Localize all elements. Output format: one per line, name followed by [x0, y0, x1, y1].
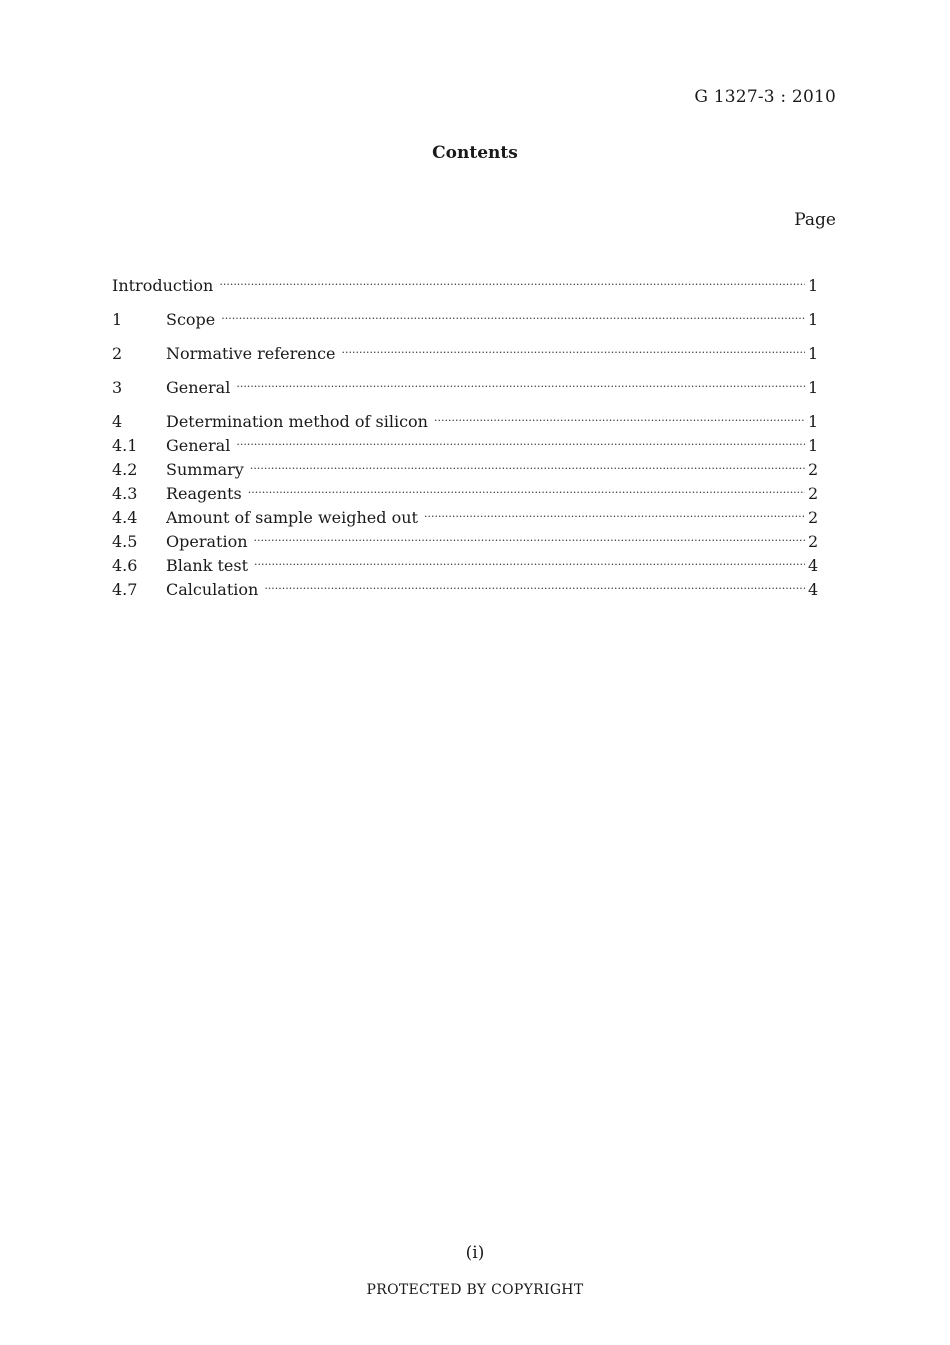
footer-copyright: PROTECTED BY COPYRIGHT: [366, 1282, 584, 1298]
toc-entry-normative-reference[interactable]: [112, 342, 818, 366]
table-of-contents: [112, 274, 818, 602]
toc-leader-dots: [236, 433, 805, 457]
toc-entry-4-1-general[interactable]: [112, 434, 818, 458]
toc-entry-page: 1: [808, 436, 819, 455]
toc-entry-label: General: [166, 436, 231, 455]
toc-entry-operation[interactable]: [112, 530, 818, 554]
page-title: Contents: [432, 143, 518, 163]
toc-leader-dots: [250, 457, 805, 481]
toc-entry-blank-test[interactable]: [112, 554, 818, 578]
toc-entry-label: Calculation: [166, 580, 259, 599]
toc-leader-dots: [434, 409, 805, 433]
toc-entry-page: 1: [808, 344, 819, 363]
toc-entry-page: 1: [808, 378, 819, 397]
toc-entry-number: 4.6: [112, 556, 138, 575]
toc-leader-dots: [342, 341, 806, 365]
page-column-label: Page: [794, 210, 836, 230]
toc-entry-page: 4: [808, 580, 819, 599]
toc-entry-number: 4.3: [112, 484, 138, 503]
toc-leader-dots: [424, 505, 805, 529]
toc-entry-determination-method[interactable]: [112, 410, 818, 434]
toc-entry-page: 1: [808, 276, 819, 295]
toc-entry-label: Reagents: [166, 484, 242, 503]
toc-entry-number: 3: [112, 378, 123, 397]
toc-entry-label: Scope: [166, 310, 216, 329]
toc-entry-amount-of-sample[interactable]: [112, 506, 818, 530]
toc-entry-number: 4.5: [112, 532, 138, 551]
toc-entry-general[interactable]: [112, 376, 818, 400]
toc-entry-calculation[interactable]: [112, 578, 818, 602]
toc-entry-reagents[interactable]: [112, 482, 818, 506]
toc-leader-dots: [254, 529, 806, 553]
toc-entry-number: 1: [112, 310, 123, 329]
toc-entry-label: Operation: [166, 532, 248, 551]
toc-entry-page: 4: [808, 556, 819, 575]
toc-entry-number: 4.1: [112, 436, 138, 455]
toc-entry-label: General: [166, 378, 231, 397]
toc-leader-dots: [219, 273, 805, 297]
toc-entry-page: 2: [808, 460, 819, 479]
toc-leader-dots: [264, 577, 805, 601]
toc-entry-page: 2: [808, 484, 819, 503]
toc-leader-dots: [221, 307, 805, 331]
toc-entry-number: 4.4: [112, 508, 138, 527]
document-code: G 1327-3 : 2010: [694, 87, 836, 107]
toc-entry-page: 1: [808, 310, 819, 329]
toc-entry-label: Blank test: [166, 556, 249, 575]
toc-entry-label: Introduction: [112, 276, 214, 295]
toc-entry-label: Normative reference: [166, 344, 336, 363]
toc-entry-page: 1: [808, 412, 819, 431]
toc-leader-dots: [236, 375, 805, 399]
toc-entry-number: 4: [112, 412, 123, 431]
toc-entry-introduction[interactable]: [112, 274, 818, 298]
toc-leader-dots: [248, 481, 805, 505]
toc-entry-summary[interactable]: [112, 458, 818, 482]
toc-entry-page: 2: [808, 532, 819, 551]
toc-entry-scope[interactable]: [112, 308, 818, 332]
toc-entry-label: Summary: [166, 460, 244, 479]
toc-entry-number: 2: [112, 344, 123, 363]
toc-leader-dots: [254, 553, 805, 577]
toc-entry-number: 4.2: [112, 460, 138, 479]
toc-entry-label: Amount of sample weighed out: [166, 508, 418, 527]
toc-entry-number: 4.7: [112, 580, 138, 599]
toc-entry-page: 2: [808, 508, 819, 527]
toc-entry-label: Determination method of silicon: [166, 412, 428, 431]
footer-page-number: (i): [465, 1243, 485, 1263]
